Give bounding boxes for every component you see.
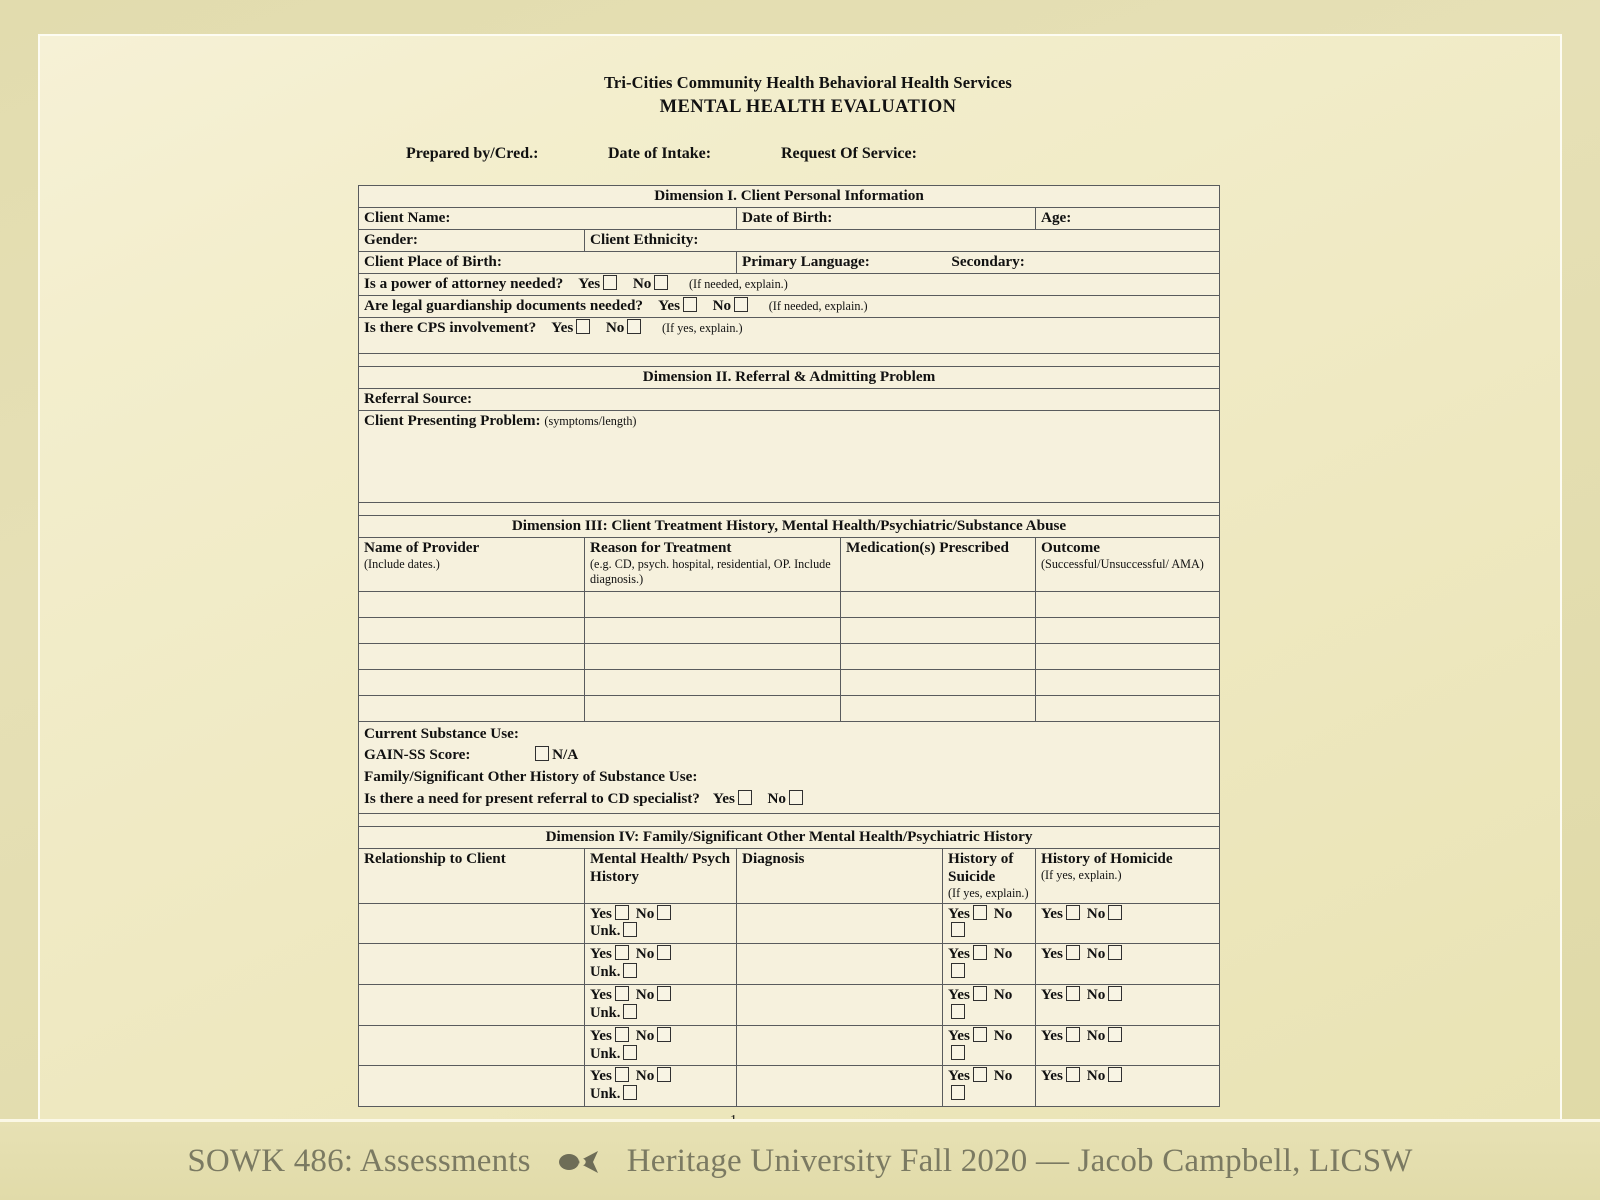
table-row xyxy=(359,1025,1220,1066)
suicide-yes-checkbox[interactable] xyxy=(973,905,987,920)
table-row xyxy=(359,695,1220,721)
mh-unk-label: Unk. xyxy=(590,964,621,981)
mh-unknown-wrap xyxy=(590,1045,731,1064)
pen-nib-icon xyxy=(557,1146,601,1176)
suicide-yes-checkbox[interactable] xyxy=(973,1067,987,1082)
homicide-no-checkbox[interactable] xyxy=(1108,986,1122,1001)
homicide-no-label: No xyxy=(1086,1067,1106,1085)
place-of-birth-row xyxy=(359,252,1220,274)
prepared-by-label: Prepared by/Cred.: xyxy=(406,145,539,163)
cell-history-of-homicide xyxy=(1036,1025,1220,1066)
slide-content-panel xyxy=(38,34,1562,1122)
client-name-row xyxy=(359,208,1220,230)
mh-no-label: No xyxy=(635,1026,655,1044)
homicide-yes-label: Yes xyxy=(1041,945,1063,963)
table-row xyxy=(359,669,1220,695)
dimension4-header: Dimension IV: Family/Significant Other Mental Health/Psychiatric History xyxy=(359,826,1220,848)
cps-question: Is there CPS involvement? xyxy=(364,319,537,337)
table-row xyxy=(359,1066,1220,1107)
column-label: Medication(s) Prescribed xyxy=(846,538,1009,556)
cell-outcome[interactable] xyxy=(1036,695,1220,721)
substance-use-cell xyxy=(359,721,1220,813)
guardianship-yes-checkbox[interactable] xyxy=(683,297,697,312)
cell-mental-health-history xyxy=(585,985,737,1026)
power-of-attorney-cell xyxy=(359,274,1220,296)
referral-source-label[interactable]: Referral Source: xyxy=(359,388,1220,410)
client-name-label[interactable]: Client Name: xyxy=(359,208,737,230)
cps-row xyxy=(359,318,1220,354)
mh-unk-label: Unk. xyxy=(590,923,621,940)
cell-relationship[interactable] xyxy=(359,1066,585,1107)
dimension2-header-row xyxy=(359,367,1220,389)
mh-no-checkbox[interactable] xyxy=(657,1067,671,1082)
suicide-yes-checkbox[interactable] xyxy=(973,945,987,960)
mh-yes-label: Yes xyxy=(590,1026,612,1044)
poa-yes-checkbox[interactable] xyxy=(603,275,617,290)
cd-referral-row xyxy=(364,788,1214,810)
client-ethnicity-label[interactable]: Client Ethnicity: xyxy=(585,230,1220,252)
column-header-reason-for-treatment xyxy=(585,537,841,591)
gain-ss-score-label: GAIN-SS Score: xyxy=(364,746,471,764)
homicide-yes-label: Yes xyxy=(1041,1067,1063,1085)
section-spacer xyxy=(359,502,1220,515)
referral-source-row xyxy=(359,388,1220,410)
document-title-block xyxy=(358,72,1258,120)
cd-referral-yes-label: Yes xyxy=(712,789,735,807)
gender-ethnicity-row xyxy=(359,230,1220,252)
cell-medication[interactable] xyxy=(841,669,1036,695)
presenting-problem-row xyxy=(359,410,1220,502)
poa-hint: (If needed, explain.) xyxy=(688,277,788,292)
cps-yes-checkbox[interactable] xyxy=(576,319,590,334)
cell-medication[interactable] xyxy=(841,695,1036,721)
dimension4-column-header-row xyxy=(359,848,1220,903)
cell-diagnosis[interactable] xyxy=(737,1066,943,1107)
power-of-attorney-question: Is a power of attorney needed? xyxy=(364,275,564,293)
request-of-service-label: Request Of Service: xyxy=(781,145,917,163)
cps-no-checkbox[interactable] xyxy=(627,319,641,334)
cell-mental-health-history xyxy=(585,903,737,944)
dimension1-header-row xyxy=(359,186,1220,208)
mh-yes-label: Yes xyxy=(590,945,612,963)
mh-no-checkbox[interactable] xyxy=(657,1027,671,1042)
cps-yes-label: Yes xyxy=(551,319,574,337)
cell-provider[interactable] xyxy=(359,695,585,721)
cell-history-of-suicide xyxy=(943,903,1036,944)
cell-outcome[interactable] xyxy=(1036,643,1220,669)
table-row xyxy=(359,985,1220,1026)
column-header-history-of-suicide xyxy=(943,848,1036,903)
table-row xyxy=(359,643,1220,669)
mh-no-label: No xyxy=(635,1067,655,1085)
cell-reason[interactable] xyxy=(585,695,841,721)
mh-unknown-wrap xyxy=(590,922,731,941)
cell-relationship[interactable] xyxy=(359,1025,585,1066)
mh-unknown-wrap xyxy=(590,963,731,982)
client-place-of-birth-label[interactable]: Client Place of Birth: xyxy=(359,252,737,274)
mh-yes-checkbox[interactable] xyxy=(615,945,629,960)
power-of-attorney-row xyxy=(359,274,1220,296)
homicide-yes-checkbox[interactable] xyxy=(1066,1027,1080,1042)
dimension2-header: Dimension II. Referral & Admitting Problem xyxy=(359,367,1220,389)
cell-history-of-homicide xyxy=(1036,1066,1220,1107)
suicide-yes-label: Yes xyxy=(948,1067,970,1085)
secondary-language-label: Secondary: xyxy=(951,253,1025,271)
column-label: Name of Provider xyxy=(364,538,480,556)
homicide-yes-label: Yes xyxy=(1041,986,1063,1003)
cell-diagnosis[interactable] xyxy=(737,944,943,985)
column-label: History of Suicide xyxy=(948,849,1014,885)
table-row xyxy=(359,591,1220,617)
cell-outcome[interactable] xyxy=(1036,669,1220,695)
suicide-no-label: No xyxy=(993,986,1013,1003)
cell-diagnosis[interactable] xyxy=(737,985,943,1026)
mh-yes-label: Yes xyxy=(590,1067,612,1085)
footer-institution-label: Heritage University Fall 2020 — Jacob Campbell, LICSW xyxy=(626,1142,1413,1179)
cell-provider[interactable] xyxy=(359,643,585,669)
primary-language-label: Primary Language: xyxy=(742,253,870,271)
form-title: MENTAL HEALTH EVALUATION xyxy=(659,97,957,118)
guardianship-question: Are legal guardianship documents needed? xyxy=(364,297,644,315)
table-row xyxy=(359,617,1220,643)
suicide-no-checkbox[interactable] xyxy=(951,1085,965,1100)
suicide-yes-checkbox[interactable] xyxy=(973,986,987,1001)
homicide-no-label: No xyxy=(1086,945,1106,963)
date-of-birth-label[interactable]: Date of Birth: xyxy=(737,208,1036,230)
gain-ss-na-checkbox[interactable] xyxy=(535,746,549,761)
evaluation-form-table xyxy=(358,185,1220,1107)
cell-relationship[interactable] xyxy=(359,903,585,944)
presenting-problem-cell[interactable] xyxy=(359,410,1220,502)
cell-outcome[interactable] xyxy=(1036,591,1220,617)
column-header-diagnosis: Diagnosis xyxy=(737,848,943,903)
age-label[interactable]: Age: xyxy=(1036,208,1220,230)
cell-reason[interactable] xyxy=(585,643,841,669)
cd-referral-no-checkbox[interactable] xyxy=(789,790,803,805)
dimension4-header-row xyxy=(359,826,1220,848)
dimension3-header-row xyxy=(359,515,1220,537)
homicide-yes-checkbox[interactable] xyxy=(1066,945,1080,960)
homicide-no-checkbox[interactable] xyxy=(1108,1027,1122,1042)
cell-medication[interactable] xyxy=(841,643,1036,669)
poa-yes-label: Yes xyxy=(578,275,601,293)
family-substance-history-label[interactable]: Family/Significant Other History of Substance Use: xyxy=(364,768,698,785)
column-header-history-of-homicide xyxy=(1036,848,1220,903)
cell-mental-health-history xyxy=(585,1066,737,1107)
suicide-no-checkbox[interactable] xyxy=(951,1004,965,1019)
suicide-no-checkbox[interactable] xyxy=(951,1045,965,1060)
mh-unk-label: Unk. xyxy=(590,1045,621,1062)
homicide-yes-checkbox[interactable] xyxy=(1066,986,1080,1001)
mh-no-label: No xyxy=(635,904,655,922)
organization-title: Tri-Cities Community Health Behavioral Health Services xyxy=(604,73,1012,92)
homicide-no-checkbox[interactable] xyxy=(1108,905,1122,920)
suicide-yes-label: Yes xyxy=(948,986,970,1003)
current-substance-use-label[interactable]: Current Substance Use: xyxy=(364,724,519,742)
gain-ss-row xyxy=(364,744,1214,766)
homicide-yes-label: Yes xyxy=(1041,1026,1063,1044)
column-hint: (Include dates.) xyxy=(364,556,440,571)
mh-yes-checkbox[interactable] xyxy=(615,1027,629,1042)
mh-yes-checkbox[interactable] xyxy=(615,905,629,920)
mh-no-checkbox[interactable] xyxy=(657,986,671,1001)
suicide-no-checkbox[interactable] xyxy=(951,922,965,937)
slide-footer xyxy=(0,1119,1600,1200)
homicide-no-label: No xyxy=(1086,986,1106,1003)
cell-history-of-suicide xyxy=(943,1025,1036,1066)
mh-no-label: No xyxy=(635,945,655,963)
cps-hint: (If yes, explain.) xyxy=(661,321,743,336)
guardianship-yes-label: Yes xyxy=(658,297,680,315)
substance-use-row xyxy=(359,721,1220,813)
cell-provider[interactable] xyxy=(359,591,585,617)
mh-unk-checkbox[interactable] xyxy=(623,1085,637,1100)
cell-reason[interactable] xyxy=(585,617,841,643)
cell-reason[interactable] xyxy=(585,669,841,695)
cell-medication[interactable] xyxy=(841,591,1036,617)
mh-unknown-wrap xyxy=(590,1004,731,1023)
homicide-no-label: No xyxy=(1086,904,1106,922)
column-hint: (e.g. CD, psych. hospital, residential, OP. Include diagnosis.) xyxy=(590,556,831,586)
column-label: Reason for Treatment xyxy=(590,538,732,556)
homicide-no-checkbox[interactable] xyxy=(1108,1067,1122,1082)
column-hint: (If yes, explain.) xyxy=(948,885,1029,900)
column-header-relationship-to-client: Relationship to Client xyxy=(359,848,585,903)
cell-history-of-suicide xyxy=(943,985,1036,1026)
mental-health-evaluation-document xyxy=(358,72,1258,1129)
cell-mental-health-history xyxy=(585,944,737,985)
column-header-medications-prescribed xyxy=(841,537,1036,591)
cell-provider[interactable] xyxy=(359,669,585,695)
column-label: History of Homicide xyxy=(1041,849,1173,867)
date-of-intake-label: Date of Intake: xyxy=(608,145,712,163)
cell-history-of-homicide xyxy=(1036,944,1220,985)
cell-diagnosis[interactable] xyxy=(737,1025,943,1066)
cell-history-of-suicide xyxy=(943,944,1036,985)
suicide-yes-label: Yes xyxy=(948,1026,970,1044)
cps-cell xyxy=(359,318,1220,354)
footer-course-label: SOWK 486: Assessments xyxy=(187,1142,531,1179)
mh-yes-label: Yes xyxy=(590,986,612,1003)
homicide-no-checkbox[interactable] xyxy=(1108,945,1122,960)
cd-referral-question: Is there a need for present referral to CD specialist? xyxy=(364,789,700,807)
language-cell[interactable] xyxy=(737,252,1220,274)
cell-diagnosis[interactable] xyxy=(737,903,943,944)
cell-history-of-homicide xyxy=(1036,985,1220,1026)
homicide-yes-label: Yes xyxy=(1041,904,1063,922)
mh-unk-checkbox[interactable] xyxy=(623,922,637,937)
guardianship-hint: (If needed, explain.) xyxy=(768,299,868,314)
cell-mental-health-history xyxy=(585,1025,737,1066)
presenting-problem-hint: (symptoms/length) xyxy=(544,413,637,428)
mh-yes-checkbox[interactable] xyxy=(615,986,629,1001)
guardianship-no-label: No xyxy=(712,297,732,315)
section-spacer xyxy=(359,354,1220,367)
mh-yes-checkbox[interactable] xyxy=(615,1067,629,1082)
suicide-no-label: No xyxy=(993,1067,1013,1085)
cell-relationship[interactable] xyxy=(359,944,585,985)
cd-referral-no-label: No xyxy=(767,789,787,807)
mh-no-checkbox[interactable] xyxy=(657,905,671,920)
mh-unk-label: Unk. xyxy=(590,1086,621,1103)
suicide-yes-checkbox[interactable] xyxy=(973,1027,987,1042)
suicide-no-label: No xyxy=(993,904,1013,922)
poa-no-checkbox[interactable] xyxy=(654,275,668,290)
cell-provider[interactable] xyxy=(359,617,585,643)
cell-reason[interactable] xyxy=(585,591,841,617)
gain-ss-na-label: N/A xyxy=(552,746,579,764)
mh-unk-checkbox[interactable] xyxy=(623,1004,637,1019)
column-header-outcome xyxy=(1036,537,1220,591)
prepared-by-row xyxy=(406,145,1258,163)
guardianship-no-checkbox[interactable] xyxy=(734,297,748,312)
suicide-no-checkbox[interactable] xyxy=(951,963,965,978)
column-label: Outcome xyxy=(1041,538,1101,556)
cell-relationship[interactable] xyxy=(359,985,585,1026)
guardianship-row xyxy=(359,296,1220,318)
cd-referral-yes-checkbox[interactable] xyxy=(738,790,752,805)
cell-history-of-suicide xyxy=(943,1066,1036,1107)
homicide-no-label: No xyxy=(1086,1026,1106,1044)
table-row xyxy=(359,944,1220,985)
presenting-problem-label: Client Presenting Problem: xyxy=(364,411,541,429)
mh-unk-checkbox[interactable] xyxy=(623,1045,637,1060)
mh-no-label: No xyxy=(635,986,655,1003)
dimension1-header: Dimension I. Client Personal Information xyxy=(359,186,1220,208)
mh-unknown-wrap xyxy=(590,1085,731,1104)
cell-medication[interactable] xyxy=(841,617,1036,643)
mh-no-checkbox[interactable] xyxy=(657,945,671,960)
mh-yes-label: Yes xyxy=(590,904,612,922)
dimension3-header: Dimension III: Client Treatment History, Mental Health/Psychiatric/Substance Abuse xyxy=(359,515,1220,537)
column-header-mental-health-psych-history: Mental Health/ Psych History xyxy=(585,848,737,903)
mh-unk-checkbox[interactable] xyxy=(623,963,637,978)
table-row xyxy=(359,903,1220,944)
mh-unk-label: Unk. xyxy=(590,1004,621,1021)
column-header-name-of-provider xyxy=(359,537,585,591)
homicide-yes-checkbox[interactable] xyxy=(1066,1067,1080,1082)
suicide-yes-label: Yes xyxy=(948,904,970,922)
suicide-no-label: No xyxy=(993,1026,1013,1044)
homicide-yes-checkbox[interactable] xyxy=(1066,905,1080,920)
poa-no-label: No xyxy=(632,275,652,293)
cell-history-of-homicide xyxy=(1036,903,1220,944)
column-hint: (If yes, explain.) xyxy=(1041,867,1122,882)
suicide-no-label: No xyxy=(993,945,1013,963)
column-hint: (Successful/Unsuccessful/ AMA) xyxy=(1041,556,1204,571)
cps-no-label: No xyxy=(605,319,625,337)
suicide-yes-label: Yes xyxy=(948,945,970,963)
dimension3-column-header-row xyxy=(359,537,1220,591)
gender-label[interactable]: Gender: xyxy=(359,230,585,252)
section-spacer xyxy=(359,813,1220,826)
cell-outcome[interactable] xyxy=(1036,617,1220,643)
guardianship-cell xyxy=(359,296,1220,318)
